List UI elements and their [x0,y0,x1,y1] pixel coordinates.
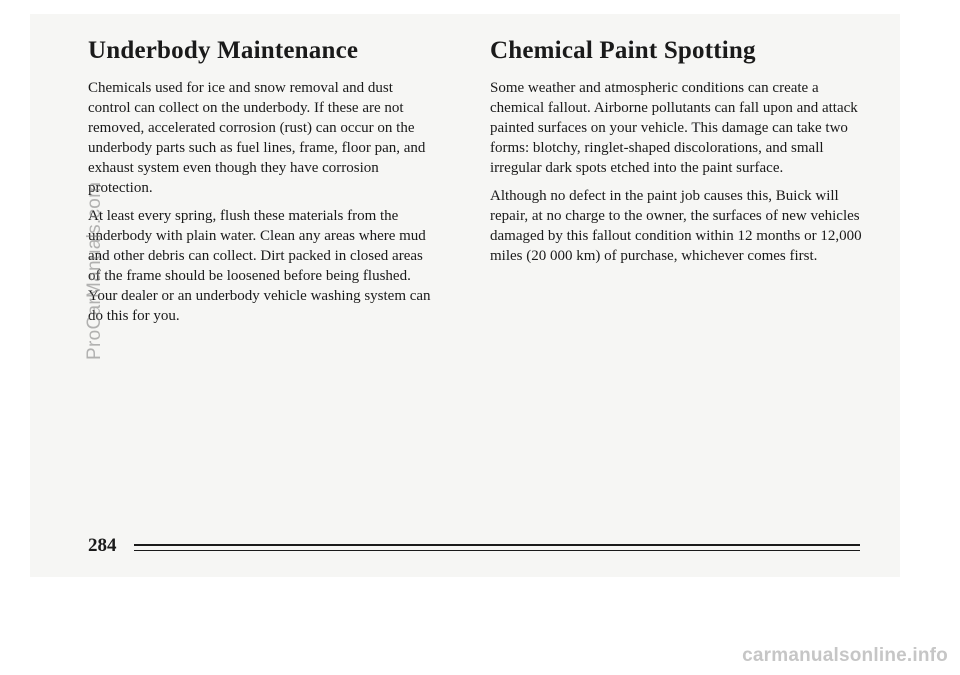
paragraph: At least every spring, flush these materials from the underbody with plain water. Clean any areas where mud and other debris can collect. Dirt packed in closed areas of the frame should be loosened before being flushed. Your dealer or an underbody vehicle washing system can do this for you. [88,208,431,324]
page-footer [88,535,860,557]
section-title: Underbody Maintenance [88,37,359,64]
manual-page [30,14,900,577]
paragraph: Chemicals used for ice and snow removal and dust control can collect on the underbody. If these are not removed, accelerated corrosion (rust) can occur on the underbody parts such as fuel lines, frame, floor pan, and exhaust system even though they have corrosion protection. [88,80,426,196]
footer-rule [134,544,860,546]
section-title: Chemical Paint Spotting [490,37,756,64]
vertical-watermark: ProCarManuals.com [84,181,105,360]
paragraph: Although no defect in the paint job causes this, Buick will repair, at no charge to the owner, the surfaces of new vehicles damaged by this fallout condition within 12 months or 12,000 miles (20 000 km) of purchase, whichever comes first. [490,188,862,264]
underbody-maintenance-section [88,36,438,334]
chemical-paint-spotting-section [490,36,870,274]
paragraph: Some weather and atmospheric conditions can create a chemical fallout. Airborne pollutants can fall upon and attack painted surfaces on your vehicle. This damage can take two forms: blotchy, ringlet-shaped discolorations, and small irregular dark spots etched into the paint surface. [490,80,858,176]
footer-rule-thin [134,550,860,551]
page-number: 284 [88,535,117,556]
site-watermark: carmanualsonline.info [742,645,948,666]
